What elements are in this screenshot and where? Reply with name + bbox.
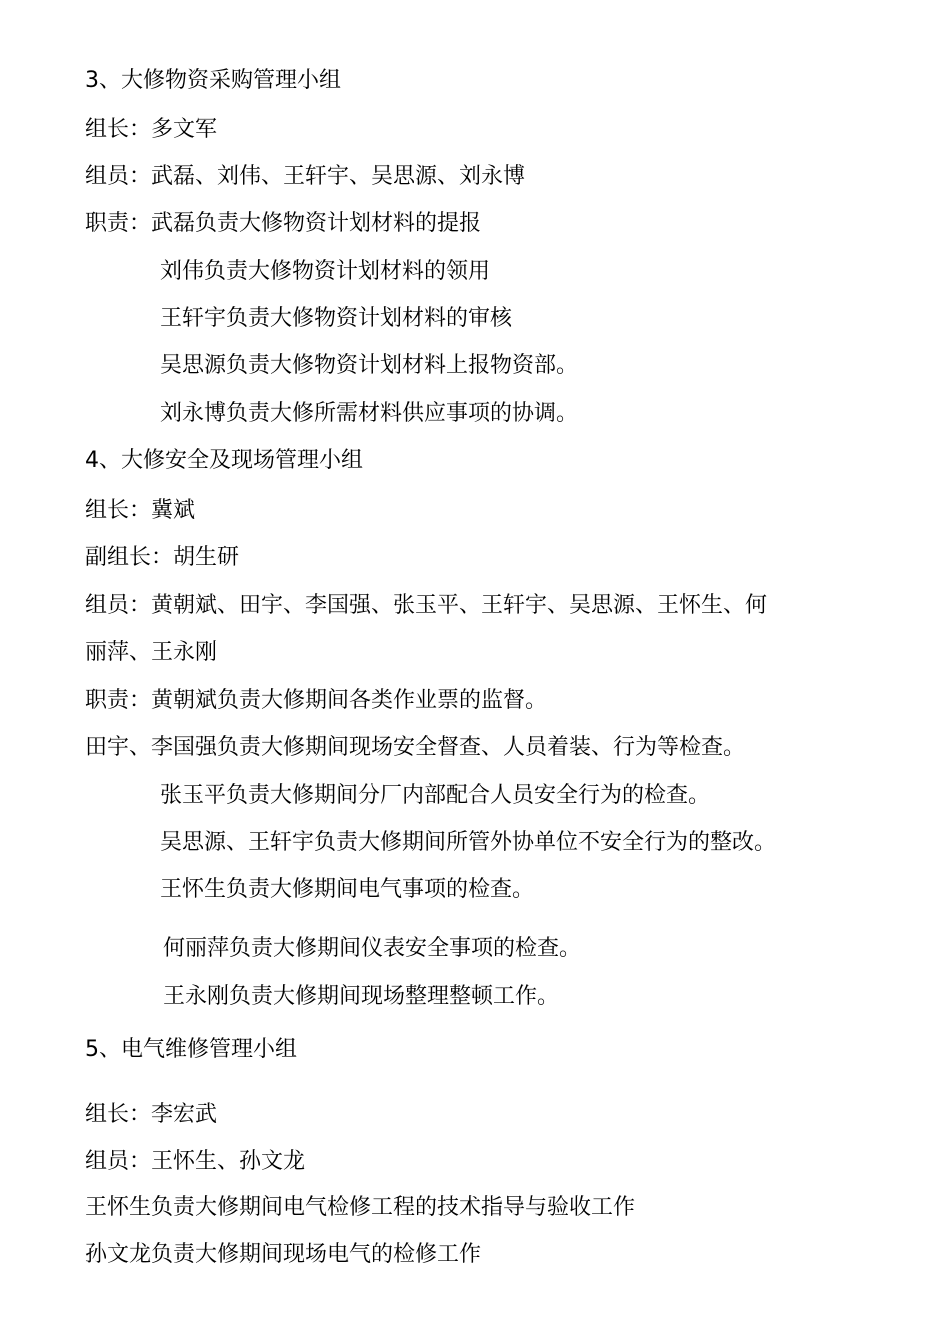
section-3-heading: 3、大修物资采购管理小组: [85, 68, 341, 93]
section-4-duty-5: 王怀生负责大修期间电气事项的检查。: [160, 877, 535, 902]
section-3-duty-5: 刘永博负责大修所需材料供应事项的协调。: [160, 401, 579, 426]
section-4-duty-4: 吴思源、王轩宇负责大修期间所管外协单位不安全行为的整改。: [160, 830, 777, 855]
section-4-duty-7: 王永刚负责大修期间现场整理整顿工作。: [163, 984, 560, 1009]
section-3-duty-4: 吴思源负责大修物资计划材料上报物资部。: [160, 353, 579, 378]
section-4-deputy-leader: 副组长：胡生研: [85, 545, 240, 570]
section-3-duty-2: 刘伟负责大修物资计划材料的领用: [160, 259, 491, 284]
section-4-duty-3: 张玉平负责大修期间分厂内部配合人员安全行为的检查。: [160, 783, 711, 808]
section-4-duty-6: 何丽萍负责大修期间仪表安全事项的检查。: [163, 936, 582, 961]
section-5-duty-2: 孙文龙负责大修期间现场电气的检修工作: [85, 1242, 482, 1267]
section-4-duty-2: 田宇、李国强负责大修期间现场安全督查、人员着装、行为等检查。: [85, 735, 746, 760]
section-3-members: 组员：武磊、刘伟、王轩宇、吴思源、刘永博: [85, 164, 526, 189]
section-4-members-line-2: 丽萍、王永刚: [85, 640, 218, 665]
section-5-heading: 5、电气维修管理小组: [85, 1037, 297, 1062]
section-5-leader: 组长：李宏武: [85, 1102, 218, 1127]
section-3-duty-3: 王轩宇负责大修物资计划材料的审核: [160, 306, 513, 331]
section-3-leader: 组长：多文军: [85, 117, 218, 142]
section-5-members: 组员：王怀生、孙文龙: [85, 1149, 306, 1174]
section-4-heading: 4、大修安全及现场管理小组: [85, 448, 363, 473]
section-4-leader: 组长：冀斌: [85, 498, 196, 523]
section-3-duty-1: 职责：武磊负责大修物资计划材料的提报: [85, 211, 482, 236]
section-5-duty-1: 王怀生负责大修期间电气检修工程的技术指导与验收工作: [85, 1195, 636, 1220]
section-4-duty-1: 职责：黄朝斌负责大修期间各类作业票的监督。: [85, 688, 548, 713]
section-4-members-line-1: 组员：黄朝斌、田宇、李国强、张玉平、王轩宇、吴思源、王怀生、何: [85, 593, 768, 618]
